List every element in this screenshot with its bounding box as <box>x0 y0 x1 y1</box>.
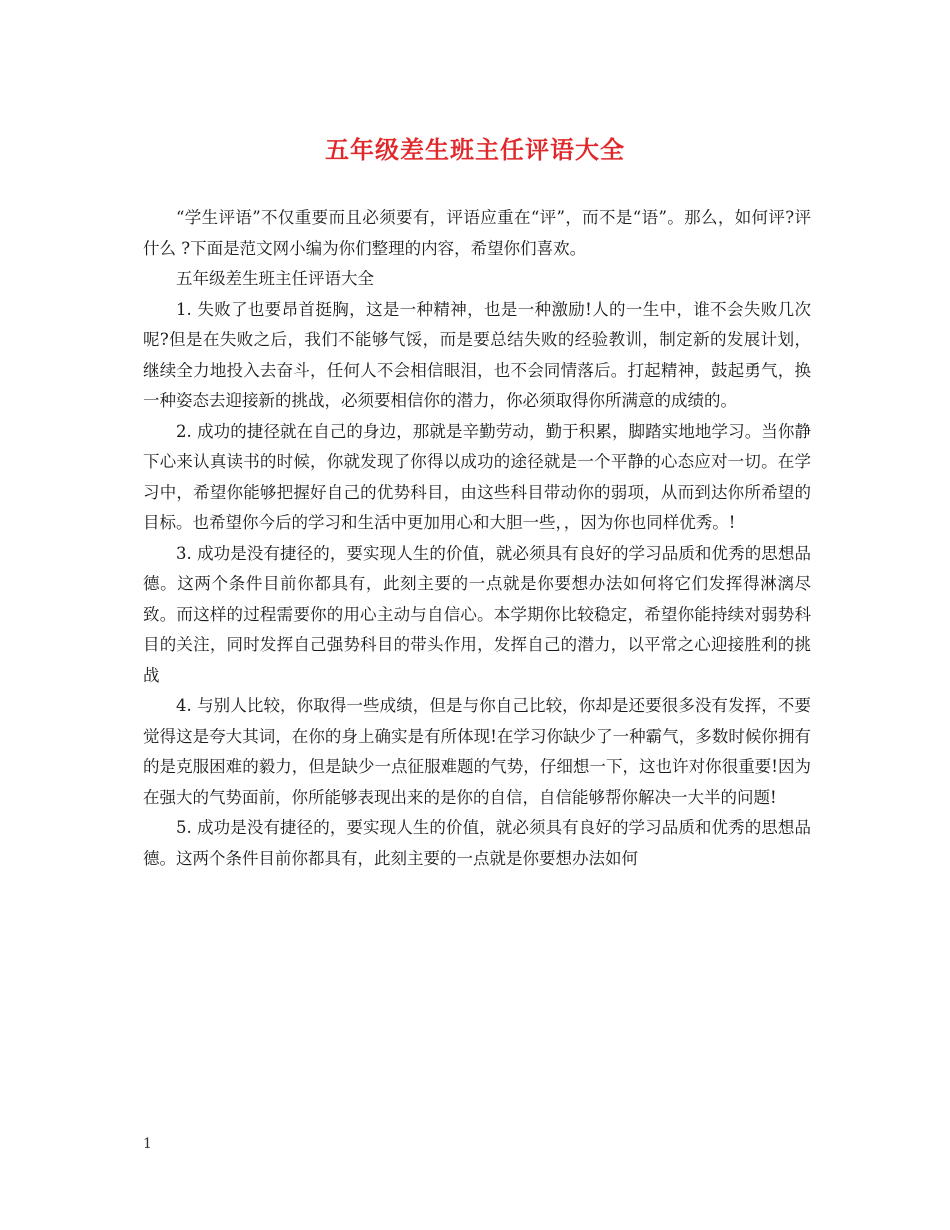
comment-paragraph-1: 1. 失败了也要昂首挺胸，这是一种精神，也是一种激励!人的一生中，谁不会失败几次呢?但是在失败之后，我们不能够气馁，而是要总结失败的经验教训，制定新的发展计划，继续全力地投入去奋斗，任何人不会相信眼泪，也不会同情落后。打起精神，鼓起勇气，换一种姿态去迎接新的挑战，必须要相信你的潜力，你必须取得你所满意的成绩的。 <box>143 299 811 410</box>
page-number: 1 <box>143 1136 152 1152</box>
comment-paragraph-4: 4. 与别人比较，你取得一些成绩，但是与你自己比较，你却是还要很多没有发挥，不要觉得这是夸大其词，在你的身上确实是有所体现!在学习你缺少了一种霸气，多数时候你拥有的是克服困难的毅力，但是缺少一点征服难题的气势，仔细想一下，这也许对你很重要!因为在强大的气势面前，你所能够表现出来的是你的自信，自信能够帮你解决一大半的问题! <box>143 696 811 807</box>
document-body <box>143 203 811 874</box>
document-title: 五年级差生班主任评语大全 <box>325 135 625 164</box>
comment-paragraph-2: 2. 成功的捷径就在自己的身边，那就是辛勤劳动，勤于积累，脚踏实地地学习。当你静下心来认真读书的时候，你就发现了你得以成功的途径就是一个平静的心态应对一切。在学习中，希望你能够把握好自己的优势科目，由这些科目带动你的弱项，从而到达你所希望的目标。也希望你今后的学习和生活中更加用心和大胆一些，，因为你也同样优秀。! <box>143 421 811 532</box>
comment-paragraph-3: 3. 成功是没有捷径的，要实现人生的价值，就必须具有良好的学习品质和优秀的思想品德。这两个条件目前你都具有，此刻主要的一点就是你要想办法如何将它们发挥得淋漓尽致。而这样的过程需要你的用心主动与自信心。本学期你比较稳定，希望你能持续对弱势科目的关注，同时发挥自己强势科目的带头作用，发挥自己的潜力，以平常之心迎接胜利的挑战 <box>143 543 811 685</box>
comment-paragraph-5: 5. 成功是没有捷径的，要实现人生的价值，就必须具有良好的学习品质和优秀的思想品德。这两个条件目前你都具有，此刻主要的一点就是你要想办法如何 <box>143 818 811 868</box>
section-heading: 五年级差生班主任评语大全 <box>176 269 374 288</box>
intro-paragraph: “学生评语”不仅重要而且必须要有，评语应重在“评”，而不是“语”。那么，如何评?评什么 ?下面是范文网小编为你们整理的内容，希望你们喜欢。 <box>143 208 811 258</box>
